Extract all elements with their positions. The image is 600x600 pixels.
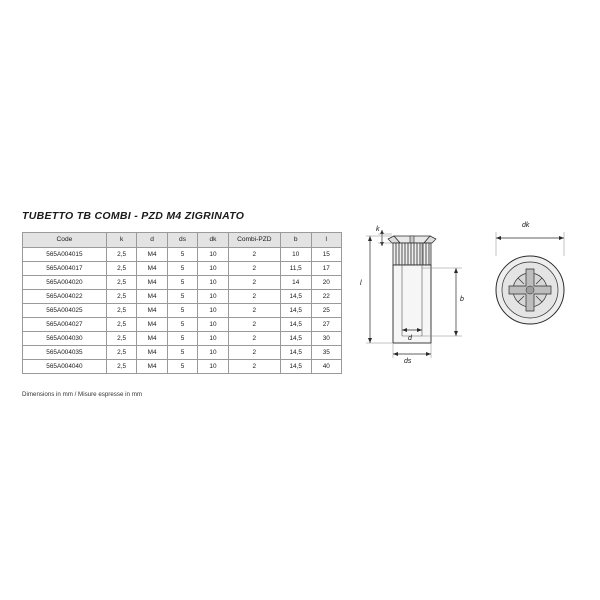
cell-l: 15 bbox=[311, 248, 342, 262]
cell-combi-pzd: 2 bbox=[228, 276, 280, 290]
cell-dk: 10 bbox=[198, 248, 228, 262]
table-header bbox=[23, 233, 342, 248]
drawing-svg bbox=[352, 212, 588, 392]
cell-ds: 5 bbox=[167, 346, 197, 360]
cell-d: M4 bbox=[137, 346, 167, 360]
cell-k: 2,5 bbox=[106, 332, 136, 346]
cell-dk: 10 bbox=[198, 318, 228, 332]
cell-l: 30 bbox=[311, 332, 342, 346]
cell-code: 565A004022 bbox=[23, 290, 107, 304]
screw-top-view bbox=[496, 256, 564, 324]
cell-l: 35 bbox=[311, 346, 342, 360]
cell-k: 2,5 bbox=[106, 290, 136, 304]
cell-k: 2,5 bbox=[106, 276, 136, 290]
cell-ds: 5 bbox=[167, 248, 197, 262]
label-dk: dk bbox=[522, 222, 530, 229]
column-header-l: l bbox=[311, 233, 342, 248]
cell-k: 2,5 bbox=[106, 360, 136, 374]
units-note: Dimensions in mm / Misure espresse in mm bbox=[22, 391, 142, 398]
cell-dk: 10 bbox=[198, 262, 228, 276]
dimension-ds bbox=[393, 343, 431, 358]
cell-dk: 10 bbox=[198, 346, 228, 360]
cell-k: 2,5 bbox=[106, 262, 136, 276]
cell-ds: 5 bbox=[167, 332, 197, 346]
cell-dk: 10 bbox=[198, 304, 228, 318]
cell-b: 14,5 bbox=[280, 290, 311, 304]
cell-l: 27 bbox=[311, 318, 342, 332]
column-header-ds: ds bbox=[167, 233, 197, 248]
page-title: TUBETTO TB COMBI - PZD M4 ZIGRINATO bbox=[22, 210, 245, 222]
table-row bbox=[23, 360, 342, 374]
cell-d: M4 bbox=[137, 276, 167, 290]
table-row bbox=[23, 262, 342, 276]
cell-k: 2,5 bbox=[106, 248, 136, 262]
cell-b: 11,5 bbox=[280, 262, 311, 276]
cell-combi-pzd: 2 bbox=[228, 346, 280, 360]
table-row bbox=[23, 332, 342, 346]
cell-ds: 5 bbox=[167, 262, 197, 276]
cell-ds: 5 bbox=[167, 290, 197, 304]
label-ds: ds bbox=[404, 358, 412, 365]
table-header-row bbox=[23, 233, 342, 248]
table-body bbox=[23, 248, 342, 374]
cell-dk: 10 bbox=[198, 360, 228, 374]
cell-combi-pzd: 2 bbox=[228, 332, 280, 346]
cell-d: M4 bbox=[137, 304, 167, 318]
column-header-b: b bbox=[280, 233, 311, 248]
cell-dk: 10 bbox=[198, 276, 228, 290]
cell-l: 17 bbox=[311, 262, 342, 276]
cell-l: 22 bbox=[311, 290, 342, 304]
cell-k: 2,5 bbox=[106, 346, 136, 360]
cell-d: M4 bbox=[137, 318, 167, 332]
cell-combi-pzd: 2 bbox=[228, 290, 280, 304]
cell-k: 2,5 bbox=[106, 318, 136, 332]
label-k: k bbox=[376, 226, 380, 233]
cell-l: 20 bbox=[311, 276, 342, 290]
cell-d: M4 bbox=[137, 248, 167, 262]
cell-b: 14,5 bbox=[280, 318, 311, 332]
cell-combi-pzd: 2 bbox=[228, 248, 280, 262]
table-row bbox=[23, 318, 342, 332]
cell-k: 2,5 bbox=[106, 304, 136, 318]
cell-dk: 10 bbox=[198, 290, 228, 304]
dimension-l bbox=[366, 236, 392, 343]
cell-d: M4 bbox=[137, 262, 167, 276]
cell-combi-pzd: 2 bbox=[228, 318, 280, 332]
technical-drawing bbox=[352, 212, 588, 392]
table-row bbox=[23, 304, 342, 318]
column-header-dk: dk bbox=[198, 233, 228, 248]
label-b: b bbox=[460, 296, 464, 303]
cell-d: M4 bbox=[137, 360, 167, 374]
cell-b: 14,5 bbox=[280, 332, 311, 346]
cell-b: 14,5 bbox=[280, 346, 311, 360]
screw-side-view bbox=[388, 236, 436, 343]
table-row bbox=[23, 276, 342, 290]
cell-code: 565A004015 bbox=[23, 248, 107, 262]
cell-code: 565A004040 bbox=[23, 360, 107, 374]
cell-dk: 10 bbox=[198, 332, 228, 346]
cell-combi-pzd: 2 bbox=[228, 360, 280, 374]
cell-ds: 5 bbox=[167, 318, 197, 332]
cell-code: 565A004020 bbox=[23, 276, 107, 290]
dimension-dk bbox=[496, 232, 564, 256]
column-header-code: Code bbox=[23, 233, 107, 248]
label-d: d bbox=[408, 335, 412, 342]
cell-l: 25 bbox=[311, 304, 342, 318]
cell-d: M4 bbox=[137, 290, 167, 304]
cell-code: 565A004030 bbox=[23, 332, 107, 346]
cell-code: 565A004035 bbox=[23, 346, 107, 360]
cell-l: 40 bbox=[311, 360, 342, 374]
column-header-combi-pzd: Combi-PZD bbox=[228, 233, 280, 248]
cell-ds: 5 bbox=[167, 304, 197, 318]
cell-code: 565A004017 bbox=[23, 262, 107, 276]
cell-code: 565A004025 bbox=[23, 304, 107, 318]
cell-code: 565A004027 bbox=[23, 318, 107, 332]
cell-b: 14,5 bbox=[280, 360, 311, 374]
cell-b: 14,5 bbox=[280, 304, 311, 318]
specification-table bbox=[22, 232, 342, 374]
column-header-k: k bbox=[106, 233, 136, 248]
cell-combi-pzd: 2 bbox=[228, 304, 280, 318]
table-row bbox=[23, 346, 342, 360]
cell-combi-pzd: 2 bbox=[228, 262, 280, 276]
label-l: l bbox=[360, 280, 362, 287]
column-header-d: d bbox=[137, 233, 167, 248]
cell-ds: 5 bbox=[167, 276, 197, 290]
cell-d: M4 bbox=[137, 332, 167, 346]
cell-b: 14 bbox=[280, 276, 311, 290]
cell-b: 10 bbox=[280, 248, 311, 262]
table-row bbox=[23, 290, 342, 304]
cell-ds: 5 bbox=[167, 360, 197, 374]
table-row bbox=[23, 248, 342, 262]
